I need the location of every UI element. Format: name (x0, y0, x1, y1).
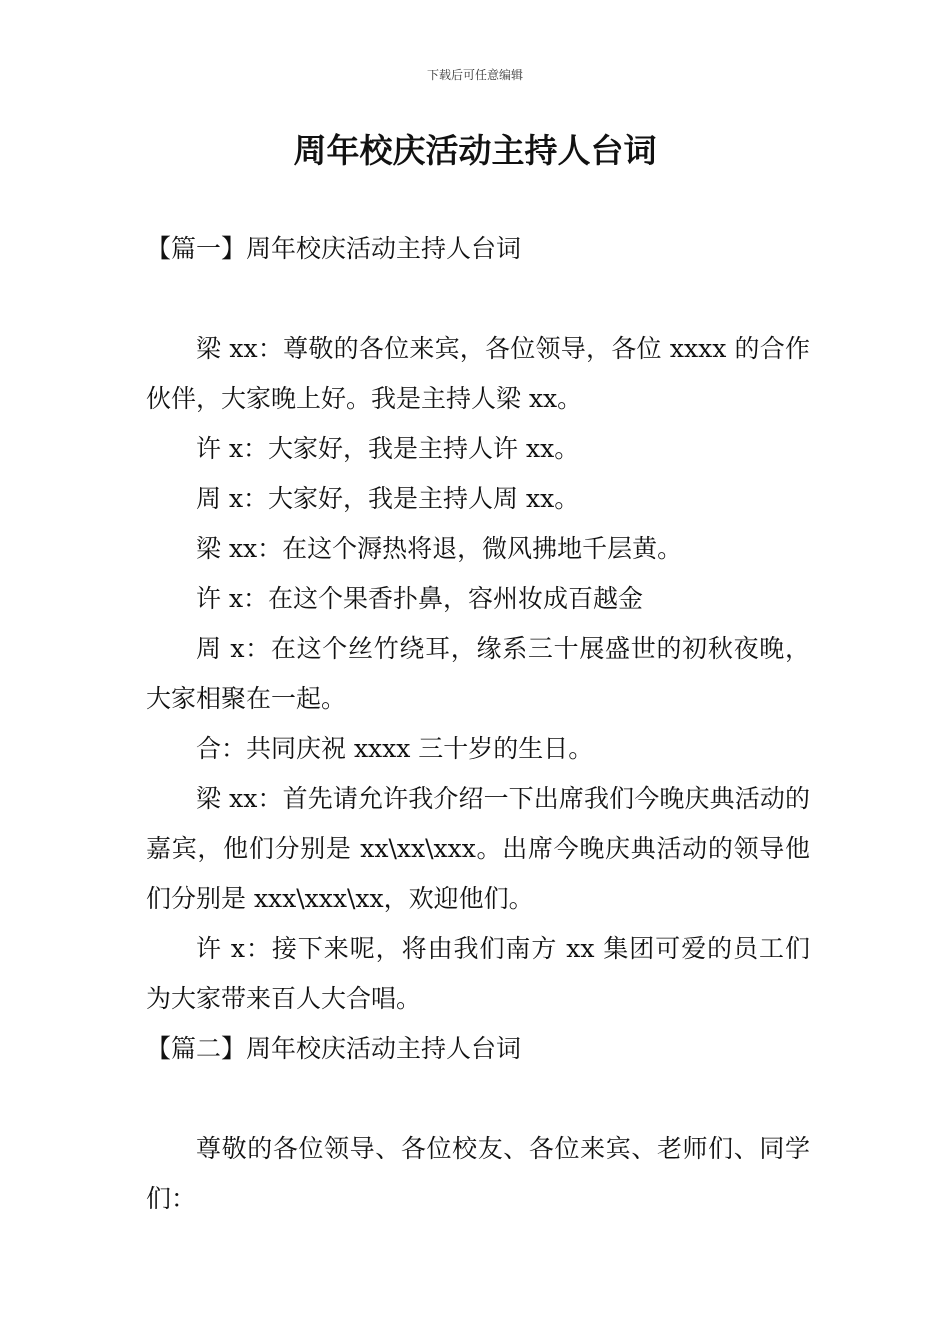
dialogue-paragraph: 许 x：大家好，我是主持人许 xx。 (196, 434, 580, 463)
dialogue-paragraph: 梁 xx：首先请允许我介绍一下出席我们今晚庆典活动的嘉宾，他们分别是 xx\xx\xxx。出席今晚庆典活动的领导他们分别是 xxx\xxx\xx，欢迎他们。 (146, 784, 810, 913)
dialogue-paragraph: 梁 xx：尊敬的各位来宾，各位领导，各位 xxxx 的合作伙伴，大家晚上好。我是主持人梁 xx。 (146, 334, 810, 413)
dialogue-paragraph: 周 x：大家好，我是主持人周 xx。 (196, 484, 580, 513)
section-heading: 【篇二】周年校庆活动主持人台词 (146, 1034, 522, 1063)
dialogue-paragraph: 合：共同庆祝 xxxx 三十岁的生日。 (196, 734, 594, 763)
section-gap (146, 1074, 810, 1124)
document-body (146, 224, 810, 1224)
dialogue-paragraph: 梁 xx：在这个溽热将退，微风拂地千层黄。 (196, 534, 683, 563)
section-gap (146, 274, 810, 324)
speech-paragraph: 尊敬的各位领导、各位校友、各位来宾、老师们、同学们： (146, 1134, 810, 1213)
header-note: 下载后可任意编辑 (426, 68, 523, 82)
dialogue-paragraph: 许 x：接下来呢，将由我们南方 xx 集团可爱的员工们为大家带来百人大合唱。 (146, 934, 810, 1013)
dialogue-paragraph: 许 x：在这个果香扑鼻，容州妆成百越金 (196, 584, 644, 613)
dialogue-paragraph: 周 x：在这个丝竹绕耳，缘系三十展盛世的初秋夜晚，大家相聚在一起。 (146, 634, 810, 713)
document-title: 周年校庆活动主持人台词 (293, 131, 657, 170)
section-heading: 【篇一】周年校庆活动主持人台词 (146, 234, 522, 263)
